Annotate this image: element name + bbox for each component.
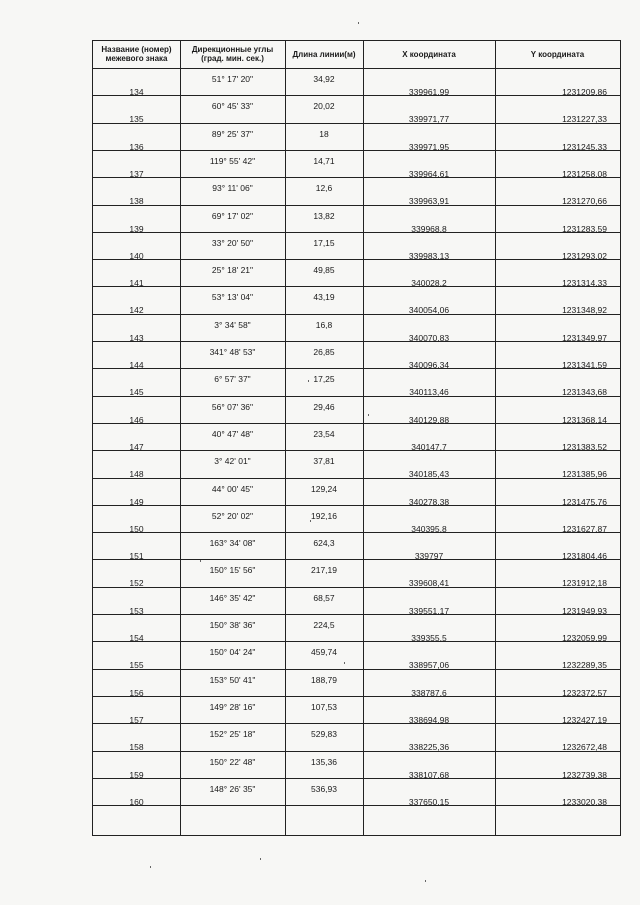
point-name-cell: 145 bbox=[129, 387, 144, 398]
point-name-cell: 148 bbox=[129, 469, 144, 480]
point-name-cell: 152 bbox=[129, 578, 144, 589]
line-length-cell: 29,46 bbox=[313, 401, 335, 412]
x-coordinate-cell: 340395,8 bbox=[411, 523, 447, 534]
direction-angle-cell: 152° 25' 18" bbox=[209, 729, 256, 740]
scan-speck bbox=[310, 520, 311, 522]
x-coordinate-cell: 340054,06 bbox=[408, 305, 450, 316]
scan-speck bbox=[308, 380, 309, 382]
direction-angle-cell: 341° 48' 53" bbox=[209, 347, 256, 357]
header-direction-angle: Дирекционные углы (град. мин. сек.) bbox=[191, 45, 274, 63]
y-coordinate-cell: 1231804,46 bbox=[562, 551, 607, 562]
y-coordinate-cell: 1231385,96 bbox=[562, 469, 607, 480]
y-coordinate-cell: 1231349,97 bbox=[562, 332, 607, 343]
y-coordinate-cell: 1231475,76 bbox=[562, 496, 607, 507]
x-coordinate-cell: 338107,68 bbox=[408, 769, 450, 780]
y-coordinate-cell: 1231245,33 bbox=[562, 141, 607, 152]
point-name-cell: 140 bbox=[129, 250, 144, 261]
line-length-cell: 13,82 bbox=[313, 210, 335, 221]
x-coordinate-cell: 340147,7 bbox=[411, 441, 447, 452]
y-coordinate-cell: 1231912,18 bbox=[562, 578, 607, 589]
line-length-cell: 26,85 bbox=[313, 347, 335, 357]
y-coordinate-cell: 1232289,35 bbox=[562, 660, 607, 671]
direction-angle-cell: 25° 18' 21" bbox=[211, 265, 254, 276]
point-name-cell: 134 bbox=[129, 87, 144, 97]
y-coordinate-cell: 1231341,59 bbox=[562, 360, 607, 370]
direction-angle-cell: 33° 20' 50" bbox=[211, 237, 254, 248]
line-length-cell: 37,81 bbox=[313, 456, 335, 467]
point-name-cell: 146 bbox=[129, 414, 144, 425]
line-length-cell: 129,24 bbox=[311, 483, 337, 494]
y-coordinate-cell: 1232427,19 bbox=[562, 714, 607, 725]
direction-angle-cell: 51° 17' 20" bbox=[211, 74, 254, 84]
point-name-cell: 144 bbox=[129, 360, 144, 370]
point-name-cell: 141 bbox=[129, 278, 144, 289]
x-coordinate-cell: 340278,38 bbox=[408, 496, 450, 507]
y-coordinate-cell: 1231368,14 bbox=[562, 414, 607, 425]
scan-speck bbox=[368, 414, 369, 416]
line-length-cell: 192,16 bbox=[311, 510, 337, 521]
point-name-cell: 142 bbox=[129, 305, 144, 316]
y-coordinate-cell: 1232672,48 bbox=[562, 742, 607, 753]
point-name-cell: 143 bbox=[129, 332, 144, 343]
x-coordinate-cell: 340129,88 bbox=[408, 414, 450, 425]
line-length-cell: 23,54 bbox=[313, 428, 335, 439]
y-coordinate-cell: 1231383,52 bbox=[562, 441, 607, 452]
direction-angle-cell: 56° 07' 36" bbox=[211, 401, 254, 412]
line-length-cell: 16,8 bbox=[315, 319, 333, 330]
x-coordinate-cell: 339961,99 bbox=[408, 87, 450, 97]
line-length-cell: 18 bbox=[319, 128, 329, 139]
point-name-cell: 158 bbox=[129, 742, 144, 753]
line-length-cell: 135,36 bbox=[311, 756, 337, 767]
point-name-cell: 153 bbox=[129, 605, 144, 616]
direction-angle-cell: 53° 13' 04" bbox=[211, 292, 254, 303]
x-coordinate-cell: 340028,2 bbox=[411, 278, 447, 289]
line-length-cell: 188,79 bbox=[311, 674, 337, 685]
point-name-cell: 156 bbox=[129, 687, 144, 698]
y-coordinate-cell: 1231209,86 bbox=[562, 87, 607, 97]
x-coordinate-cell: 339971,77 bbox=[408, 114, 450, 125]
coordinates-table bbox=[92, 40, 621, 836]
direction-angle-cell: 44° 00' 45" bbox=[211, 483, 254, 494]
y-coordinate-cell: 1231949,93 bbox=[562, 605, 607, 616]
x-coordinate-cell: 339964,61 bbox=[408, 168, 450, 179]
x-coordinate-cell: 339355,5 bbox=[411, 633, 447, 643]
direction-angle-cell: 150° 38' 36" bbox=[209, 620, 256, 630]
line-length-cell: 43,19 bbox=[313, 292, 335, 303]
line-length-cell: 17,25 bbox=[313, 374, 335, 385]
direction-angle-cell: 52° 20' 02" bbox=[211, 510, 254, 521]
y-coordinate-cell: 1231348,92 bbox=[562, 305, 607, 316]
scan-speck bbox=[150, 866, 151, 868]
point-name-cell: 151 bbox=[129, 551, 144, 562]
scan-speck bbox=[344, 662, 345, 664]
y-coordinate-cell: 1232372,57 bbox=[562, 687, 607, 698]
x-coordinate-cell: 339968,8 bbox=[411, 223, 447, 234]
point-name-cell: 150 bbox=[129, 523, 144, 534]
point-name-cell: 159 bbox=[129, 769, 144, 780]
x-coordinate-cell: 338787,6 bbox=[411, 687, 447, 698]
line-length-cell: 536,93 bbox=[311, 783, 337, 794]
line-length-cell: 12,6 bbox=[315, 183, 333, 194]
line-length-cell: 224,5 bbox=[313, 620, 335, 630]
point-name-cell: 136 bbox=[129, 141, 144, 152]
direction-angle-cell: 148° 26' 35" bbox=[209, 783, 256, 794]
direction-angle-cell: 146° 35' 42" bbox=[209, 592, 256, 603]
direction-angle-cell: 60° 45' 33" bbox=[211, 101, 254, 112]
y-coordinate-cell: 1232739,38 bbox=[562, 769, 607, 780]
x-coordinate-cell: 340185,43 bbox=[408, 469, 450, 480]
line-length-cell: 459,74 bbox=[311, 647, 337, 658]
scan-speck bbox=[200, 560, 201, 562]
point-name-cell: 157 bbox=[129, 714, 144, 725]
x-coordinate-cell: 340070,83 bbox=[408, 332, 450, 343]
scan-speck bbox=[425, 880, 426, 882]
x-coordinate-cell: 339983,13 bbox=[408, 250, 450, 261]
x-coordinate-cell: 338225,36 bbox=[408, 742, 450, 753]
direction-angle-cell: 3° 34' 58" bbox=[214, 319, 251, 330]
line-length-cell: 49,85 bbox=[313, 265, 335, 276]
scan-speck bbox=[260, 858, 261, 860]
table-border-bottom bbox=[93, 835, 620, 836]
x-coordinate-cell: 339971,95 bbox=[408, 141, 450, 152]
line-length-cell: 34,92 bbox=[313, 74, 335, 84]
y-coordinate-cell: 1231343,68 bbox=[562, 387, 607, 398]
y-coordinate-cell: 1231270,66 bbox=[562, 196, 607, 207]
direction-angle-cell: 150° 15' 56" bbox=[209, 565, 256, 576]
x-coordinate-cell: 339797 bbox=[414, 551, 444, 562]
point-name-cell: 155 bbox=[129, 660, 144, 671]
point-name-cell: 137 bbox=[129, 168, 144, 179]
direction-angle-cell: 40° 47' 48" bbox=[211, 428, 254, 439]
y-coordinate-cell: 1231227,33 bbox=[562, 114, 607, 125]
header-y-coordinate: Y координата bbox=[530, 49, 585, 59]
direction-angle-cell: 163° 34' 08" bbox=[209, 538, 256, 549]
direction-angle-cell: 150° 22' 48" bbox=[209, 756, 256, 767]
header-divider bbox=[93, 68, 620, 69]
direction-angle-cell: 89° 25' 37" bbox=[211, 128, 254, 139]
y-coordinate-cell: 1231627,87 bbox=[562, 523, 607, 534]
line-length-cell: 529,83 bbox=[311, 729, 337, 740]
table-border-top bbox=[93, 40, 620, 41]
direction-angle-cell: 153° 50' 41" bbox=[209, 674, 256, 685]
direction-angle-cell: 150° 04' 24" bbox=[209, 647, 256, 658]
point-name-cell: 139 bbox=[129, 223, 144, 234]
direction-angle-cell: 69° 17' 02" bbox=[211, 210, 254, 221]
direction-angle-cell: 93° 11' 06" bbox=[212, 183, 253, 194]
y-coordinate-cell: 1232059,99 bbox=[562, 633, 607, 643]
line-length-cell: 624,3 bbox=[313, 538, 335, 549]
direction-angle-cell: 3° 42' 01" bbox=[214, 456, 251, 467]
y-coordinate-cell: 1231283,59 bbox=[562, 223, 607, 234]
direction-angle-cell: 119° 55' 42" bbox=[209, 155, 256, 166]
direction-angle-cell: 6° 57' 37" bbox=[214, 374, 251, 385]
line-length-cell: 217,19 bbox=[311, 565, 337, 576]
direction-angle-cell: 149° 28' 16" bbox=[209, 701, 256, 712]
line-length-cell: 17,15 bbox=[313, 237, 335, 248]
y-coordinate-cell: 1231314,33 bbox=[562, 278, 607, 289]
x-coordinate-cell: 339963,91 bbox=[408, 196, 450, 207]
line-length-cell: 107,53 bbox=[311, 701, 337, 712]
x-coordinate-cell: 339551,17 bbox=[408, 605, 450, 616]
header-point-name: Название (номер) межевого знака bbox=[101, 45, 172, 63]
header-x-coordinate: X координата bbox=[402, 49, 456, 59]
y-coordinate-cell: 1233020,38 bbox=[562, 796, 607, 807]
point-name-cell: 147 bbox=[129, 441, 144, 452]
y-coordinate-cell: 1231293,02 bbox=[562, 250, 607, 261]
x-coordinate-cell: 338957,06 bbox=[408, 660, 450, 671]
header-line-length: Длина линии(м) bbox=[292, 49, 356, 59]
scan-speck bbox=[358, 22, 359, 24]
y-coordinate-cell: 1231258,08 bbox=[562, 168, 607, 179]
point-name-cell: 135 bbox=[129, 114, 144, 125]
point-name-cell: 138 bbox=[129, 196, 144, 207]
line-length-cell: 68,57 bbox=[313, 592, 335, 603]
line-length-cell: 14,71 bbox=[313, 155, 335, 166]
x-coordinate-cell: 340096,34 bbox=[408, 360, 450, 370]
x-coordinate-cell: 340113,46 bbox=[409, 387, 449, 398]
x-coordinate-cell: 339608,41 bbox=[408, 578, 450, 589]
point-name-cell: 149 bbox=[129, 496, 144, 507]
x-coordinate-cell: 338694,98 bbox=[408, 714, 450, 725]
x-coordinate-cell: 337650,15 bbox=[408, 796, 450, 807]
point-name-cell: 154 bbox=[129, 633, 144, 643]
point-name-cell: 160 bbox=[129, 796, 144, 807]
line-length-cell: 20,02 bbox=[313, 101, 335, 112]
